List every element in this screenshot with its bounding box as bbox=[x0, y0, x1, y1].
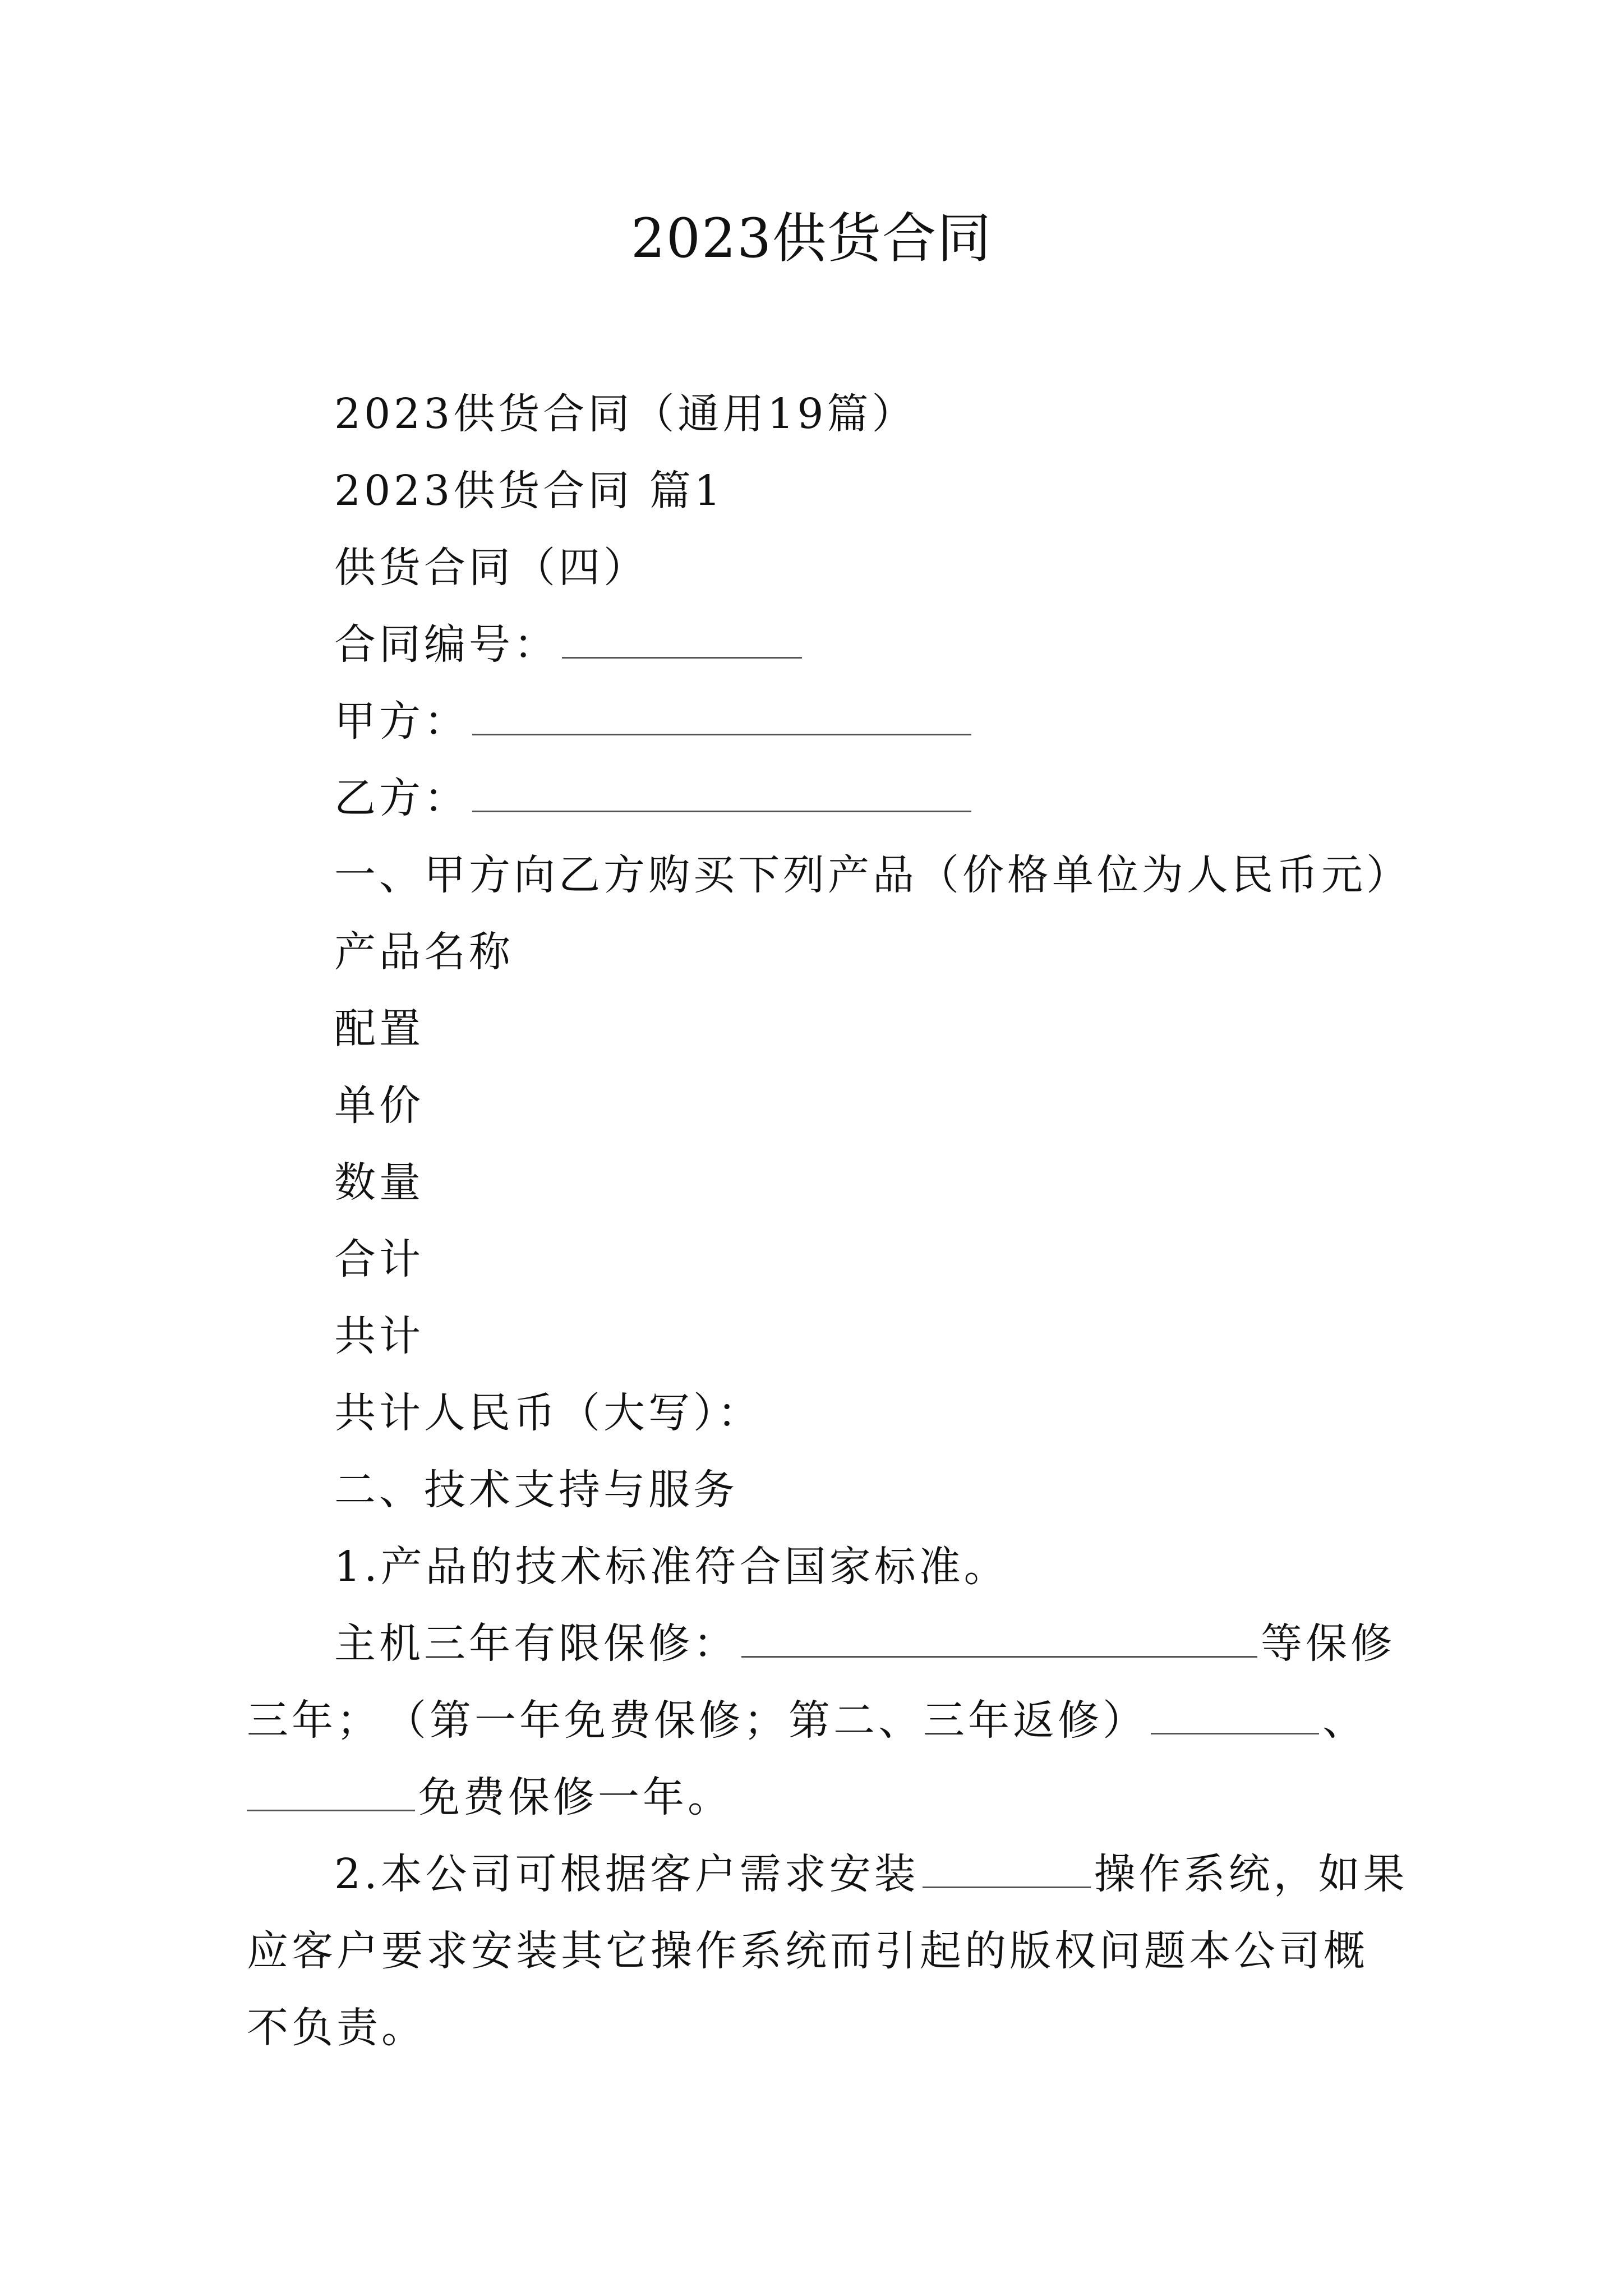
document-title: 2023供货合同 bbox=[630, 207, 993, 270]
os-text-1: 2.本公司可根据客户需求安装 bbox=[334, 1850, 919, 1898]
warranty-blank-2 bbox=[1151, 1698, 1319, 1734]
section-two-heading: 二、技术支持与服务 bbox=[334, 1466, 738, 1514]
os-text-2: 操作系统，如果 bbox=[1094, 1850, 1408, 1898]
field-unit-price: 单价 bbox=[334, 1082, 424, 1130]
party-b-label: 乙方： bbox=[334, 774, 469, 822]
contract-number-blank bbox=[562, 622, 802, 659]
field-total-in-words: 共计人民币（大写）： bbox=[334, 1389, 762, 1437]
os-line-1 bbox=[334, 1846, 1408, 1902]
party-a-line bbox=[334, 693, 975, 749]
warranty-line-2 bbox=[247, 1692, 1367, 1749]
field-quantity: 数量 bbox=[334, 1158, 424, 1207]
clause-1-standard: 1.产品的技术标准符合国家标准。 bbox=[334, 1543, 1009, 1591]
party-b-blank bbox=[472, 776, 971, 812]
warranty-blank-3 bbox=[247, 1775, 415, 1811]
contract-heading: 供货合同（四） bbox=[334, 544, 648, 592]
warranty-line-3 bbox=[247, 1769, 732, 1825]
field-total: 共计 bbox=[334, 1312, 424, 1360]
contract-number-line bbox=[334, 616, 805, 673]
party-a-label: 甲方： bbox=[334, 697, 469, 746]
field-product-name: 产品名称 bbox=[334, 928, 514, 976]
warranty-line-1 bbox=[334, 1616, 1395, 1672]
party-b-line bbox=[334, 770, 975, 826]
subtitle-general: 2023供货合同（通用19篇） bbox=[334, 390, 917, 438]
warranty-text-5: 免费保修一年。 bbox=[418, 1773, 732, 1821]
warranty-blank-1 bbox=[741, 1621, 1257, 1658]
os-line-2: 应客户要求安装其它操作系统而引起的版权问题本公司概 bbox=[247, 1927, 1368, 1975]
warranty-text-2: 等保修 bbox=[1261, 1619, 1395, 1668]
section-one-heading: 一、甲方向乙方购买下列产品（价格单位为人民币元） bbox=[334, 851, 1411, 899]
os-blank bbox=[923, 1852, 1091, 1888]
party-a-blank bbox=[472, 699, 971, 735]
field-subtotal: 合计 bbox=[334, 1235, 424, 1283]
field-configuration: 配置 bbox=[334, 1005, 424, 1053]
contract-number-label: 合同编号： bbox=[334, 620, 559, 669]
warranty-text-3: 三年； （第一年免费保修；第二、三年返修） bbox=[247, 1696, 1147, 1745]
os-line-3: 不负责。 bbox=[247, 2004, 426, 2052]
warranty-text-4: 、 bbox=[1322, 1696, 1367, 1745]
subtitle-part-1: 2023供货合同 篇1 bbox=[334, 467, 724, 515]
warranty-label: 主机三年有限保修： bbox=[334, 1619, 738, 1668]
